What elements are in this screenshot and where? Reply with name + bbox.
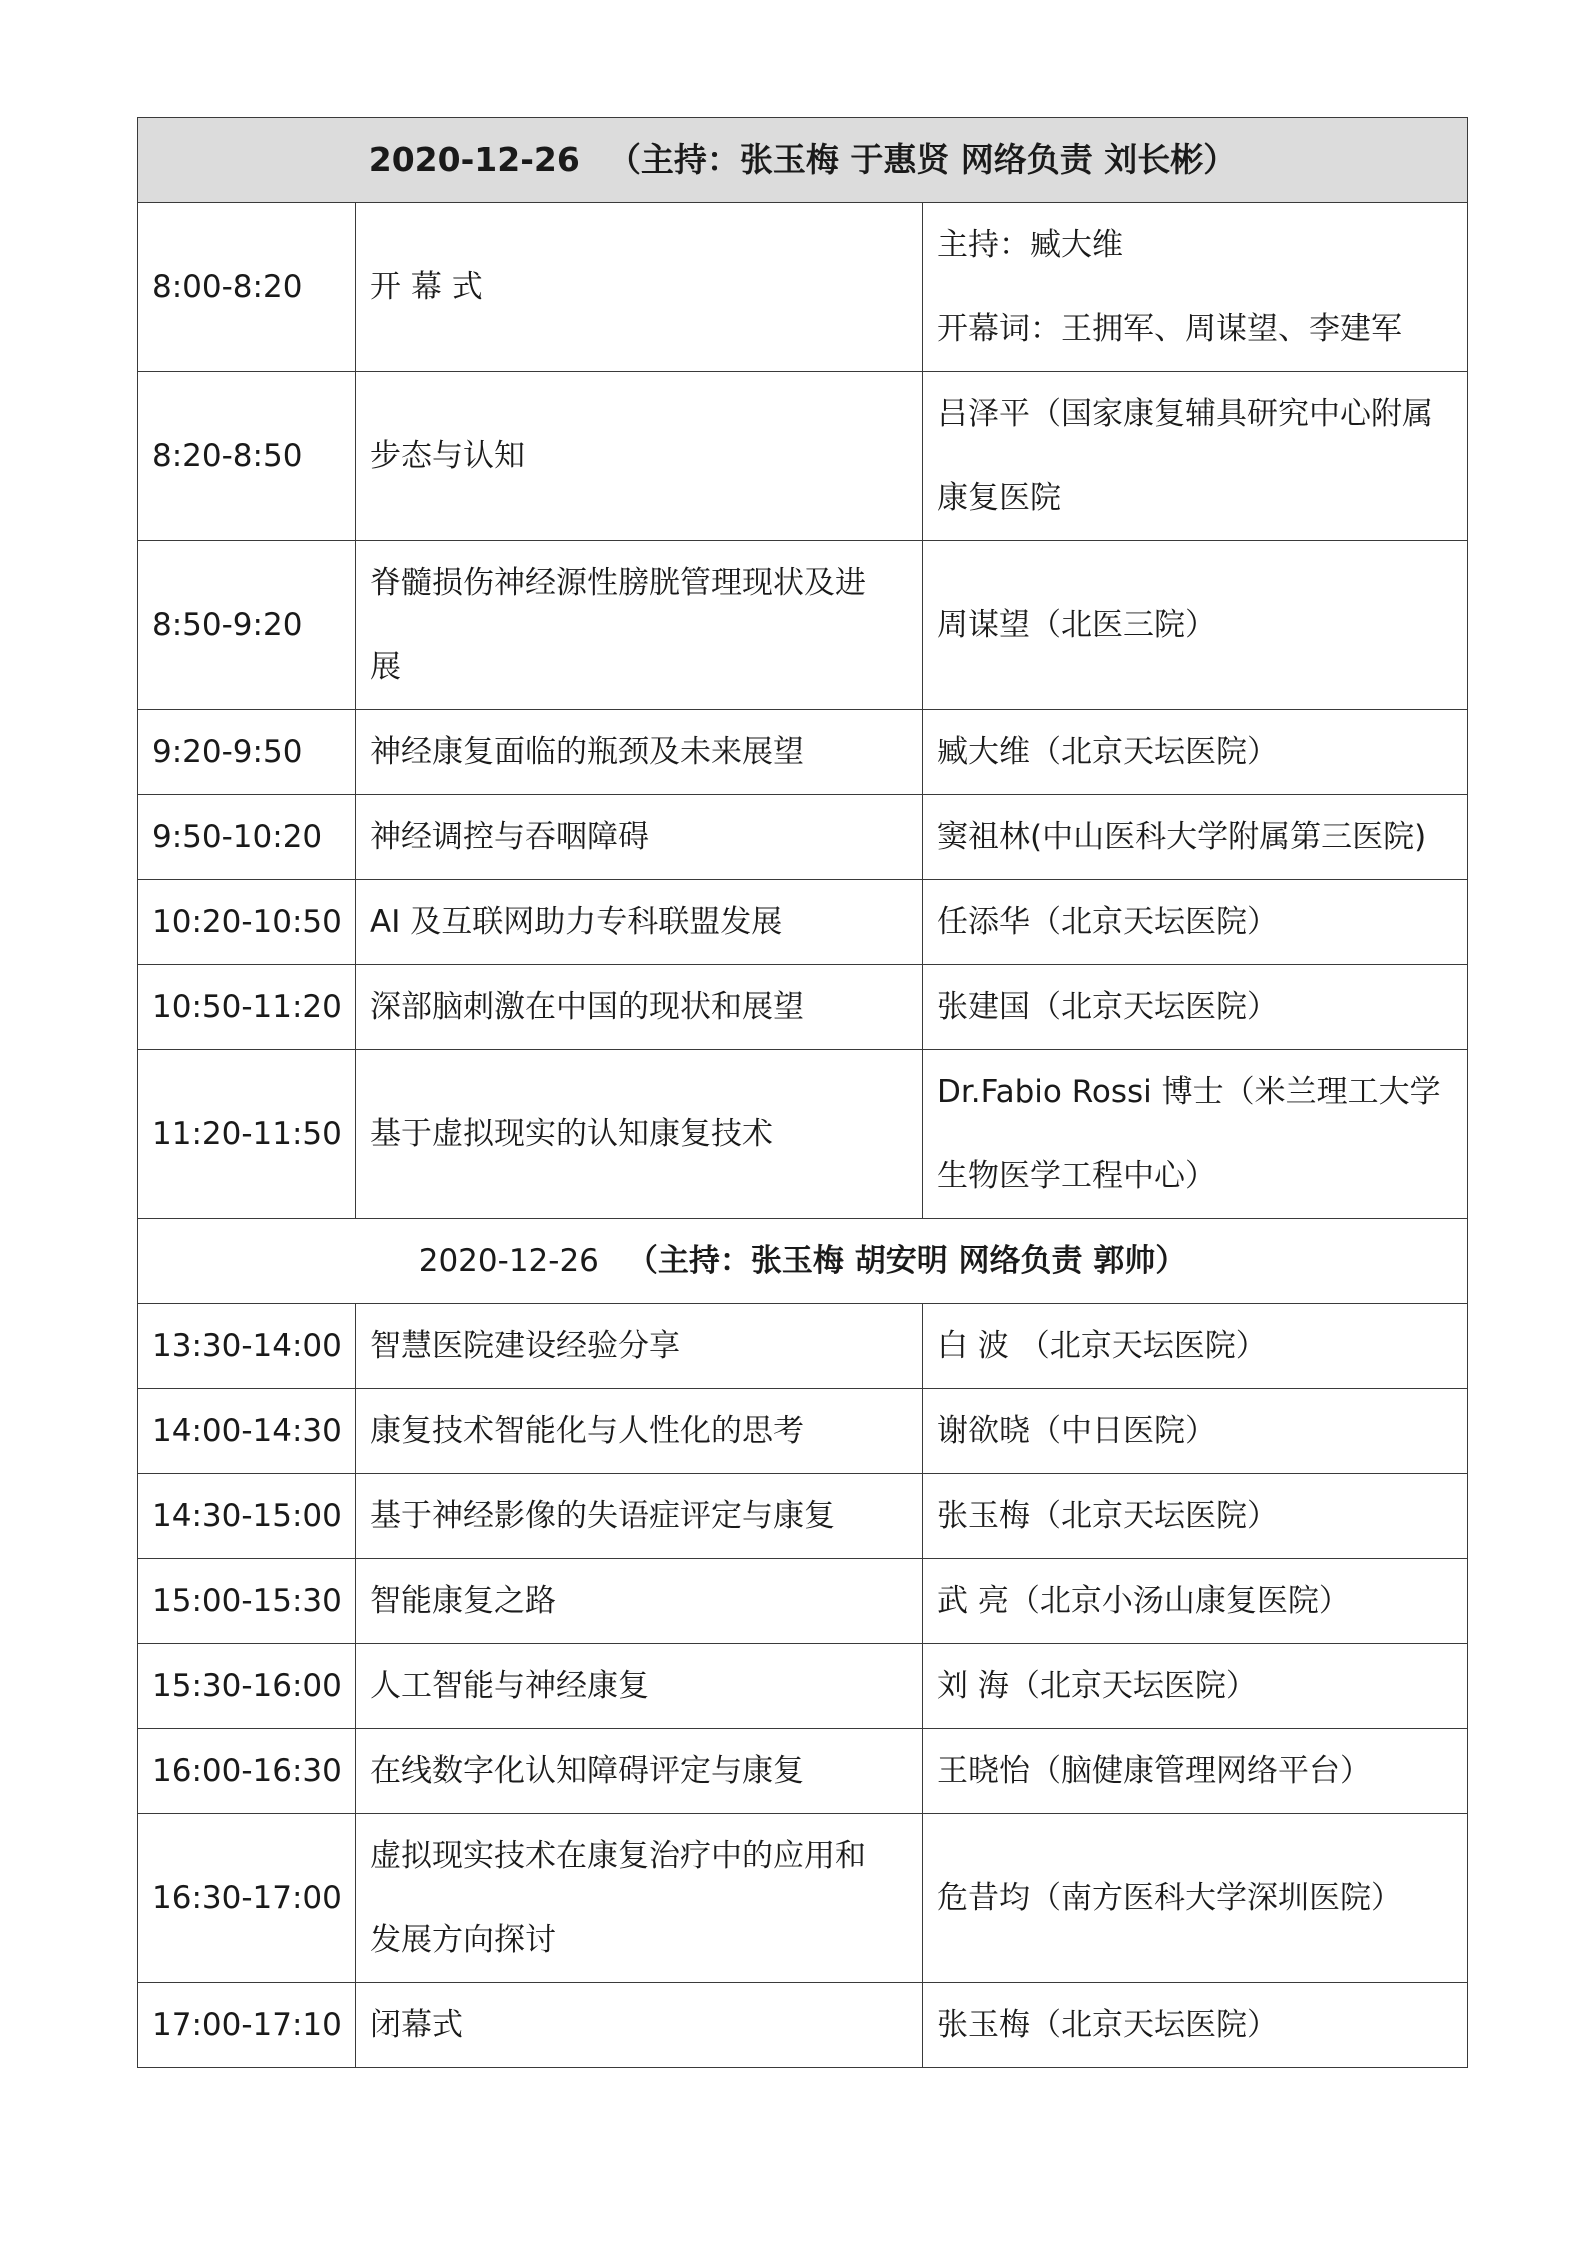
- speaker-cell: [923, 1050, 1468, 1219]
- speaker-cell: [923, 965, 1468, 1050]
- session-date: 2020-12-26: [368, 140, 580, 179]
- speaker-line: 主持：臧大维: [937, 227, 1123, 263]
- time-cell: 15:30-16:00: [138, 1644, 356, 1729]
- schedule-row: [138, 203, 1468, 372]
- session-date: 2020-12-26: [418, 1243, 599, 1279]
- topic-line: 步态与认知: [370, 438, 525, 474]
- speaker-line: 生物医学工程中心）: [937, 1158, 1216, 1194]
- schedule-row: [138, 541, 1468, 710]
- topic-cell: [356, 1559, 923, 1644]
- topic-cell: [356, 541, 923, 710]
- topic-line: 展: [370, 649, 401, 685]
- schedule-row: [138, 1644, 1468, 1729]
- time-cell: 10:50-11:20: [138, 965, 356, 1050]
- speaker-line: 谢欲晓（中日医院）: [937, 1413, 1216, 1449]
- topic-line: 人工智能与神经康复: [370, 1668, 649, 1704]
- topic-line: 神经调控与吞咽障碍: [370, 819, 649, 855]
- speaker-line: 周谋望（北医三院）: [937, 607, 1216, 643]
- time-cell: 8:20-8:50: [138, 372, 356, 541]
- topic-cell: [356, 1304, 923, 1389]
- speaker-cell: [923, 880, 1468, 965]
- schedule-row: [138, 880, 1468, 965]
- time-cell: 9:20-9:50: [138, 710, 356, 795]
- schedule-row: [138, 1389, 1468, 1474]
- time-cell: 11:20-11:50: [138, 1050, 356, 1219]
- speaker-line: Dr.Fabio Rossi 博士（米兰理工大学: [937, 1074, 1441, 1110]
- speaker-cell: [923, 372, 1468, 541]
- time-cell: 8:00-8:20: [138, 203, 356, 372]
- topic-cell: [356, 795, 923, 880]
- schedule-row: [138, 710, 1468, 795]
- speaker-cell: [923, 203, 1468, 372]
- speaker-line: 开幕词：王拥军、周谋望、李建军: [937, 311, 1402, 347]
- schedule-row: [138, 1050, 1468, 1219]
- topic-line: 智慧医院建设经验分享: [370, 1328, 680, 1364]
- session-header-cell: [138, 1219, 1468, 1304]
- schedule-row: [138, 1814, 1468, 1983]
- speaker-cell: [923, 1389, 1468, 1474]
- time-cell: 16:00-16:30: [138, 1729, 356, 1814]
- topic-cell: [356, 203, 923, 372]
- session-host: （主持：张玉梅 于惠贤 网络负责 刘长彬）: [607, 140, 1237, 179]
- time-cell: 16:30-17:00: [138, 1814, 356, 1983]
- topic-line: 虚拟现实技术在康复治疗中的应用和: [370, 1838, 866, 1874]
- topic-line: 闭幕式: [370, 2007, 463, 2043]
- speaker-cell: [923, 1474, 1468, 1559]
- time-cell: 14:30-15:00: [138, 1474, 356, 1559]
- speaker-line: 任添华（北京天坛医院）: [937, 904, 1278, 940]
- schedule-row: [138, 1983, 1468, 2068]
- speaker-line: 臧大维（北京天坛医院）: [937, 734, 1278, 770]
- speaker-line: 白 波 （北京天坛医院）: [937, 1328, 1267, 1364]
- topic-cell: [356, 1814, 923, 1983]
- schedule-row: [138, 1729, 1468, 1814]
- session-header-cell: [138, 118, 1468, 203]
- topic-line: 神经康复面临的瓶颈及未来展望: [370, 734, 804, 770]
- speaker-cell: [923, 1814, 1468, 1983]
- topic-cell: [356, 965, 923, 1050]
- speaker-line: 张建国（北京天坛医院）: [937, 989, 1278, 1025]
- topic-cell: [356, 1389, 923, 1474]
- schedule-row: [138, 1474, 1468, 1559]
- speaker-cell: [923, 1729, 1468, 1814]
- topic-line: 康复技术智能化与人性化的思考: [370, 1413, 804, 1449]
- topic-cell: [356, 372, 923, 541]
- topic-cell: [356, 1474, 923, 1559]
- schedule-table: [137, 117, 1468, 2068]
- speaker-cell: [923, 541, 1468, 710]
- speaker-cell: [923, 710, 1468, 795]
- schedule-row: [138, 965, 1468, 1050]
- topic-line: 深部脑刺激在中国的现状和展望: [370, 989, 804, 1025]
- topic-line: 智能康复之路: [370, 1583, 556, 1619]
- schedule-row: [138, 1559, 1468, 1644]
- time-cell: 9:50-10:20: [138, 795, 356, 880]
- speaker-line: 危昔均（南方医科大学深圳医院）: [937, 1880, 1402, 1916]
- speaker-line: 康复医院: [937, 480, 1061, 516]
- speaker-line: 王晓怡（脑健康管理网络平台）: [937, 1753, 1371, 1789]
- speaker-cell: [923, 1983, 1468, 2068]
- speaker-cell: [923, 1559, 1468, 1644]
- speaker-cell: [923, 1644, 1468, 1729]
- schedule-row: [138, 372, 1468, 541]
- topic-line: 基于神经影像的失语症评定与康复: [370, 1498, 835, 1534]
- schedule-body: [138, 118, 1468, 2068]
- topic-cell: [356, 1050, 923, 1219]
- topic-line: 基于虚拟现实的认知康复技术: [370, 1116, 773, 1152]
- speaker-line: 吕泽平（国家康复辅具研究中心附属: [937, 396, 1433, 432]
- time-cell: 8:50-9:20: [138, 541, 356, 710]
- topic-line: 在线数字化认知障碍评定与康复: [370, 1753, 804, 1789]
- topic-line: AI 及互联网助力专科联盟发展: [370, 904, 783, 940]
- topic-cell: [356, 1644, 923, 1729]
- time-cell: 10:20-10:50: [138, 880, 356, 965]
- speaker-cell: [923, 795, 1468, 880]
- speaker-line: 刘 海（北京天坛医院）: [937, 1668, 1257, 1704]
- schedule-row: [138, 795, 1468, 880]
- speaker-line: 窦祖林(中山医科大学附属第三医院): [937, 819, 1427, 855]
- topic-cell: [356, 1729, 923, 1814]
- topic-cell: [356, 880, 923, 965]
- session-header-morning: [138, 118, 1468, 203]
- time-cell: 14:00-14:30: [138, 1389, 356, 1474]
- speaker-line: 武 亮（北京小汤山康复医院）: [937, 1583, 1350, 1619]
- speaker-cell: [923, 1304, 1468, 1389]
- schedule-row: [138, 1304, 1468, 1389]
- session-header-afternoon: [138, 1219, 1468, 1304]
- speaker-line: 张玉梅（北京天坛医院）: [937, 2007, 1278, 2043]
- topic-line: 发展方向探讨: [370, 1922, 556, 1958]
- topic-line: 开 幕 式: [370, 269, 483, 305]
- time-cell: 15:00-15:30: [138, 1559, 356, 1644]
- topic-cell: [356, 710, 923, 795]
- topic-cell: [356, 1983, 923, 2068]
- speaker-line: 张玉梅（北京天坛医院）: [937, 1498, 1278, 1534]
- time-cell: 17:00-17:10: [138, 1983, 356, 2068]
- topic-line: 脊髓损伤神经源性膀胱管理现状及进: [370, 565, 866, 601]
- time-cell: 13:30-14:00: [138, 1304, 356, 1389]
- session-host: （主持：张玉梅 胡安明 网络负责 郭帅）: [626, 1243, 1187, 1279]
